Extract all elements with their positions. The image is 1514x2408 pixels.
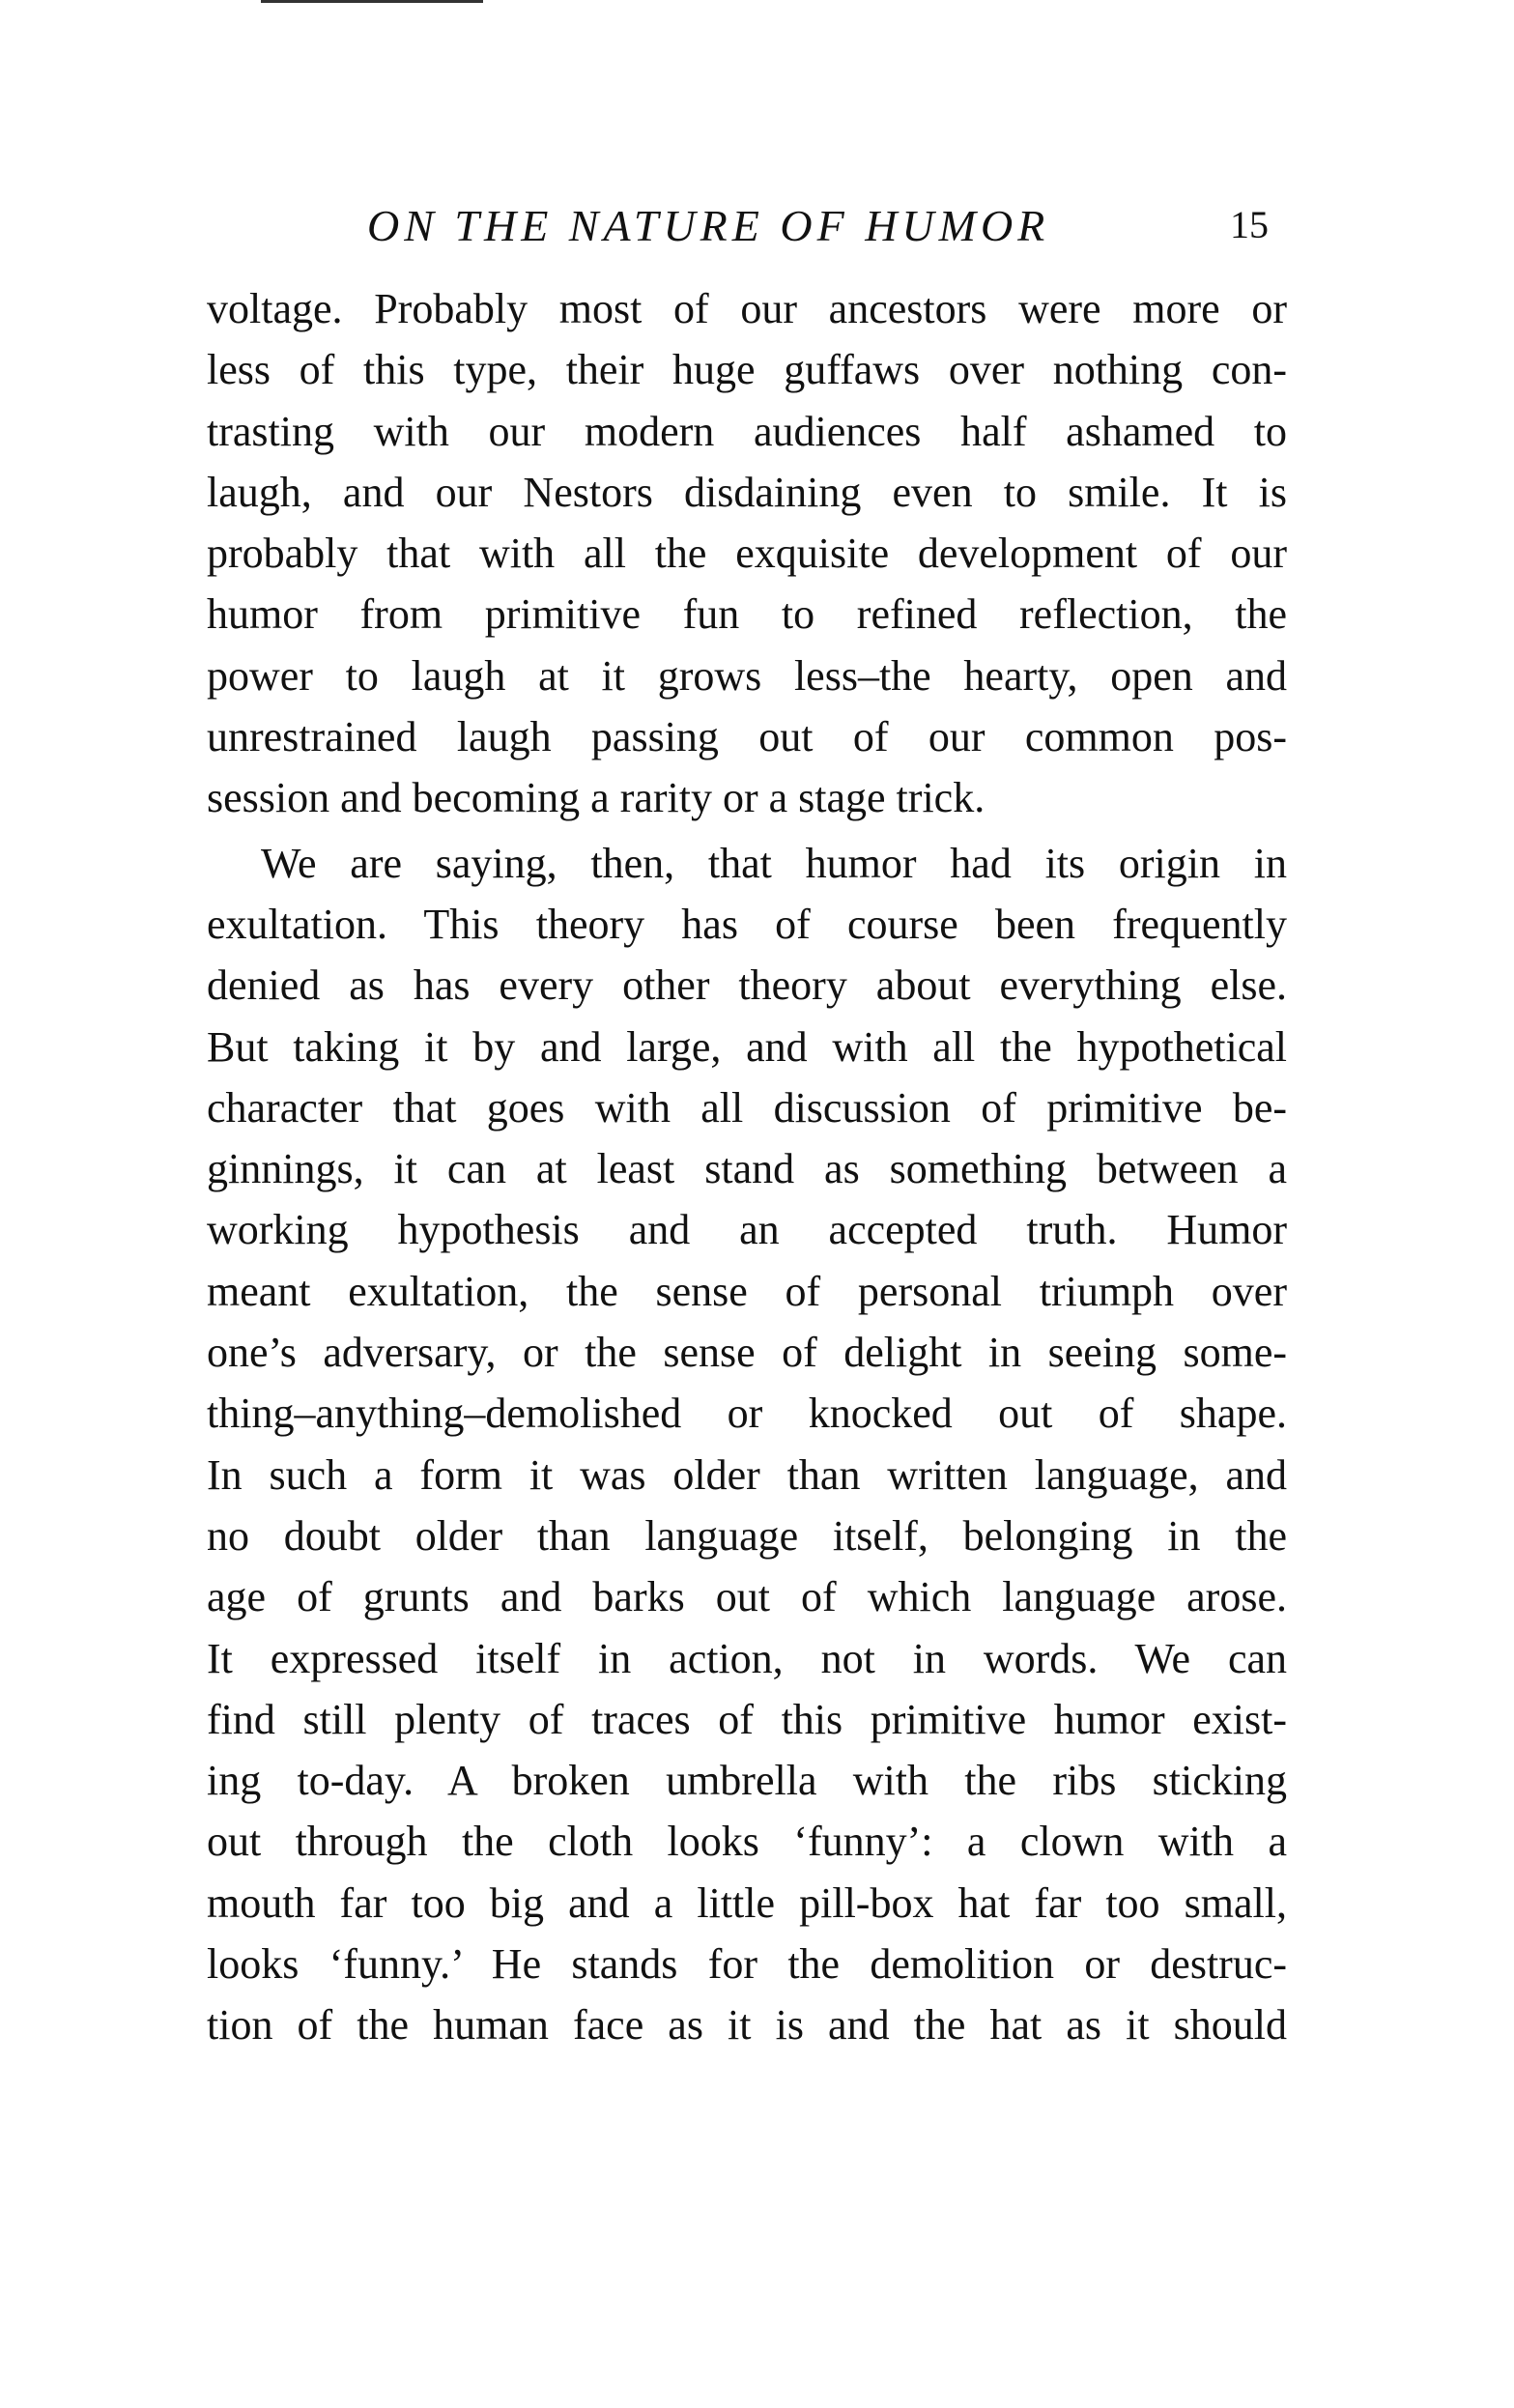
running-head (208, 200, 1271, 258)
text-line: one’s adversary, or the sense of delight in seeing some- (207, 1329, 1287, 1377)
text-line: ing to-day. A broken umbrella with the ribs sticking (207, 1757, 1287, 1805)
text-line: mouth far too big and a little pill-box hat far too small, (207, 1878, 1287, 1927)
text-line: ginnings, it can at least stand as something between a (207, 1145, 1287, 1193)
page-number: 15 (1230, 203, 1269, 246)
text-line: But taking it by and large, and with all the hypothetical (207, 1022, 1287, 1071)
text-line: age of grunts and barks out of which language arose. (207, 1573, 1287, 1621)
text-line: power to laugh at it grows less–the hearty, open and (207, 651, 1287, 700)
text-line: laugh, and our Nestors disdaining even to smile. It is (207, 468, 1287, 516)
text-line: denied as has every other theory about everything else. (207, 961, 1287, 1010)
text-line: session and becoming a rarity or a stage trick. (207, 774, 986, 822)
text-line: less of this type, their huge guffaws over nothing con- (207, 346, 1287, 394)
scan-edge-mark (261, 0, 483, 3)
text-line: voltage. Probably most of our ancestors were more or (207, 285, 1287, 332)
text-line: unrestrained laugh passing out of our common pos- (207, 713, 1287, 761)
text-line: find still plenty of traces of this primitive humor exist- (207, 1695, 1287, 1743)
text-line: probably that with all the exquisite development of our (207, 530, 1287, 578)
text-line: no doubt older than language itself, belonging in the (207, 1511, 1287, 1560)
text-line: humor from primitive fun to refined reflection, the (207, 590, 1287, 639)
body-text (207, 278, 1287, 2056)
paragraph-2 (207, 833, 1287, 2056)
text-line: out through the cloth looks ‘funny’: a clown with a (207, 1818, 1287, 1866)
text-line: In such a form it was older than written language, and (207, 1450, 1287, 1499)
text-line: working hypothesis and an accepted truth. Humor (207, 1206, 1287, 1254)
text-line: exultation. This theory has of course been frequently (207, 900, 1287, 948)
text-line: It expressed itself in action, not in words. We can (207, 1634, 1287, 1682)
text-line: looks ‘funny.’ He stands for the demolition or destruc- (207, 1940, 1287, 1989)
paragraph-1 (207, 278, 1287, 829)
text-line: We are saying, then, that humor had its origin in (261, 839, 1287, 887)
text-line: meant exultation, the sense of personal triumph over (207, 1267, 1287, 1315)
text-line: thing–anything–demolished or knocked out of shape. (207, 1390, 1287, 1438)
running-title: ON THE NATURE OF HUMOR (367, 201, 1050, 250)
text-line: character that goes with all discussion of primitive be- (207, 1083, 1287, 1132)
text-line: tion of the human face as it is and the hat as it should (207, 2001, 1287, 2050)
text-line: trasting with our modern audiences half ashamed to (207, 407, 1287, 455)
